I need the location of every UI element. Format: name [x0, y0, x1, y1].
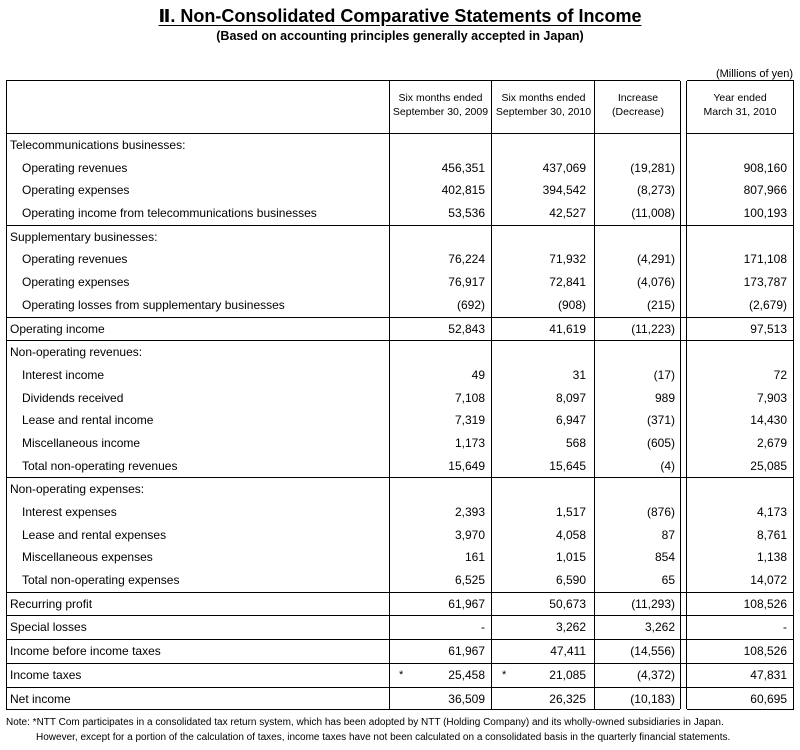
table-row: [7, 248, 793, 271]
value-cell: 76,917: [448, 275, 485, 290]
column-header-2009: Six months ended September 30, 2009: [392, 92, 489, 118]
value-cell: 14,430: [750, 413, 787, 428]
value-cell: 3,262: [555, 620, 586, 635]
value-cell: 437,069: [542, 160, 586, 175]
table-row: [7, 569, 793, 592]
value-cell: 47,411: [550, 644, 586, 659]
value-cell: 53,536: [448, 206, 485, 221]
row-label: Telecommunications businesses:: [10, 138, 186, 152]
row-label: Operating income: [10, 321, 105, 336]
footnote-line: Note: *NTT Com participates in a consolidated tax return system, which has been adopted by NTT (Holding Company) and its wholly-owned subsidiaries in Japan.: [6, 717, 724, 728]
value-cell: (605): [646, 435, 675, 450]
table-row: [7, 157, 793, 180]
value-cell: 108,526: [743, 644, 787, 659]
value-cell: 1,517: [555, 505, 586, 519]
value-cell: 7,319: [454, 413, 485, 428]
value-cell: 72,841: [549, 275, 586, 290]
value-cell: (11,223): [631, 321, 675, 336]
value-cell: 25,085: [750, 458, 787, 473]
value-cell: (4,291): [636, 252, 675, 267]
table-row: [7, 639, 793, 663]
value-cell: (8,273): [636, 183, 675, 198]
value-cell: 3,262: [644, 620, 675, 635]
value-cell: 6,947: [555, 413, 586, 428]
row-label: Recurring profit: [10, 596, 93, 611]
value-cell: 7,903: [756, 390, 787, 405]
table-row: [7, 501, 793, 524]
row-label: Operating expenses: [22, 275, 130, 290]
table-row: [7, 387, 793, 410]
table-row: [7, 687, 793, 711]
column-header-fy2010: Year ended March 31, 2010: [703, 92, 777, 118]
value-cell: 100,193: [743, 206, 787, 221]
value-cell: (2,679): [748, 297, 787, 312]
value-cell: (692): [456, 297, 485, 312]
table-row: [7, 524, 793, 547]
value-cell: (10,183): [630, 691, 675, 706]
value-cell: 50,673: [549, 596, 586, 611]
table-row: [7, 409, 793, 432]
value-cell: 76,224: [448, 252, 485, 267]
value-cell: (4): [660, 458, 675, 473]
value-cell: 72: [773, 367, 787, 382]
row-label: Operating losses from supplementary businesses: [22, 297, 285, 312]
value-cell: 568: [565, 435, 586, 450]
table-row: [7, 592, 793, 616]
value-cell: 173,787: [743, 275, 787, 290]
table-row: [7, 546, 793, 569]
value-cell: 402,815: [441, 183, 485, 198]
value-cell: 394,542: [542, 183, 586, 198]
value-cell: (215): [646, 297, 675, 312]
value-cell: 61,967: [448, 644, 485, 659]
row-label: Non-operating expenses:: [10, 482, 145, 497]
value-cell: 4,058: [555, 527, 586, 542]
value-cell: 6,590: [555, 573, 586, 588]
row-label: Net income: [10, 691, 71, 706]
value-cell: 65: [661, 573, 675, 588]
value-cell: 36,509: [448, 691, 485, 706]
value-cell: 26,325: [549, 691, 586, 706]
value-cell: (908): [557, 297, 586, 312]
table-row: [7, 477, 793, 501]
row-label: Total non-operating expenses: [22, 573, 180, 588]
value-cell: 8,097: [555, 390, 586, 405]
value-cell: 2,679: [756, 435, 787, 450]
column-header-2010: Six months ended September 30, 2010: [495, 92, 592, 118]
table-row: [7, 294, 793, 317]
value-cell: 108,526: [743, 596, 787, 611]
table-row: [7, 202, 793, 225]
row-label: Non-operating revenues:: [10, 345, 143, 360]
value-cell: (4,372): [636, 667, 675, 682]
row-label: Miscellaneous expenses: [22, 550, 153, 565]
table-row: [7, 317, 793, 341]
value-cell: 7,108: [454, 390, 485, 405]
row-label: Operating revenues: [22, 160, 128, 175]
value-cell: (17): [653, 367, 675, 382]
row-label: Operating revenues: [22, 252, 128, 267]
table-row: [7, 615, 793, 639]
row-label: Special losses: [10, 620, 87, 635]
column-header-change: Increase (Decrease): [612, 92, 664, 118]
page-subtitle: (Based on accounting principles generally accepted in Japan): [216, 29, 584, 43]
value-cell: 456,351: [441, 160, 485, 175]
value-cell: 47,831: [750, 667, 787, 682]
value-cell: (14,556): [630, 644, 675, 659]
row-label: Interest income: [22, 367, 105, 382]
value-cell: 61,967: [448, 596, 485, 611]
table-row: [7, 179, 793, 202]
value-cell: 171,108: [743, 252, 787, 267]
value-cell: 42,527: [549, 206, 586, 221]
row-label: Interest expenses: [22, 505, 117, 519]
row-label: Total non-operating revenues: [22, 458, 178, 473]
row-label: Income before income taxes: [10, 644, 161, 659]
table-row: [7, 663, 793, 687]
value-cell: -: [481, 620, 485, 635]
value-cell: (11,008): [631, 206, 675, 221]
value-cell: 15,649: [448, 458, 485, 473]
value-cell: 1,173: [454, 435, 485, 450]
asterisk-marker: *: [399, 668, 404, 681]
value-cell: 52,843: [448, 321, 485, 336]
row-label: Miscellaneous income: [22, 435, 141, 450]
value-cell: 49: [471, 367, 485, 382]
table-row: [7, 134, 793, 157]
value-cell: 25,458: [448, 667, 485, 682]
row-label: Dividends received: [22, 390, 124, 405]
value-cell: 3,970: [454, 527, 485, 542]
value-cell: 807,966: [743, 183, 787, 198]
value-cell: 161: [464, 550, 485, 565]
footnote-line: However, except for a portion of the calculation of taxes, income taxes have not been calculated on a consolidated basis in the quarterly financial statements.: [36, 732, 731, 743]
table-row: [7, 455, 793, 478]
value-cell: 1,138: [756, 550, 787, 565]
page-title: Ⅱ. Non-Consolidated Comparative Statements of Income: [158, 6, 642, 26]
value-cell: 71,932: [549, 252, 586, 267]
value-cell: (11,293): [631, 596, 675, 611]
value-cell: 2,393: [454, 505, 485, 519]
value-cell: 908,160: [743, 160, 787, 175]
value-cell: 21,085: [549, 667, 586, 682]
value-cell: 31: [572, 367, 586, 382]
value-cell: -: [783, 620, 787, 635]
value-cell: 14,072: [750, 573, 787, 588]
value-cell: 15,645: [549, 458, 586, 473]
row-label: Lease and rental expenses: [22, 527, 167, 542]
footnote: [6, 715, 730, 745]
row-label: Income taxes: [10, 667, 82, 682]
table-body: [7, 134, 793, 710]
income-statement-table: [6, 80, 794, 710]
value-cell: 6,525: [454, 573, 485, 588]
value-cell: (876): [646, 505, 675, 519]
asterisk-marker: *: [502, 668, 507, 681]
table-row: [7, 364, 793, 387]
value-cell: 97,513: [750, 321, 787, 336]
row-label: Supplementary businesses:: [10, 229, 158, 244]
value-cell: 1,015: [555, 550, 586, 565]
table-row: [7, 271, 793, 294]
value-cell: 60,695: [750, 691, 787, 706]
value-cell: (371): [646, 413, 675, 428]
value-cell: 4,173: [756, 505, 787, 519]
value-cell: (19,281): [630, 160, 675, 175]
row-label: Operating expenses: [22, 183, 130, 198]
table-row: [7, 340, 793, 364]
value-cell: 854: [654, 550, 675, 565]
value-cell: 989: [654, 390, 675, 405]
units-label: (Millions of yen): [715, 68, 793, 80]
value-cell: 41,619: [549, 321, 586, 336]
value-cell: 87: [661, 527, 675, 542]
table-row: [7, 432, 793, 455]
value-cell: (4,076): [636, 275, 675, 290]
row-label: Lease and rental income: [22, 413, 154, 428]
value-cell: 8,761: [756, 527, 787, 542]
table-row: [7, 225, 793, 249]
row-label: Operating income from telecommunications businesses: [22, 206, 317, 221]
